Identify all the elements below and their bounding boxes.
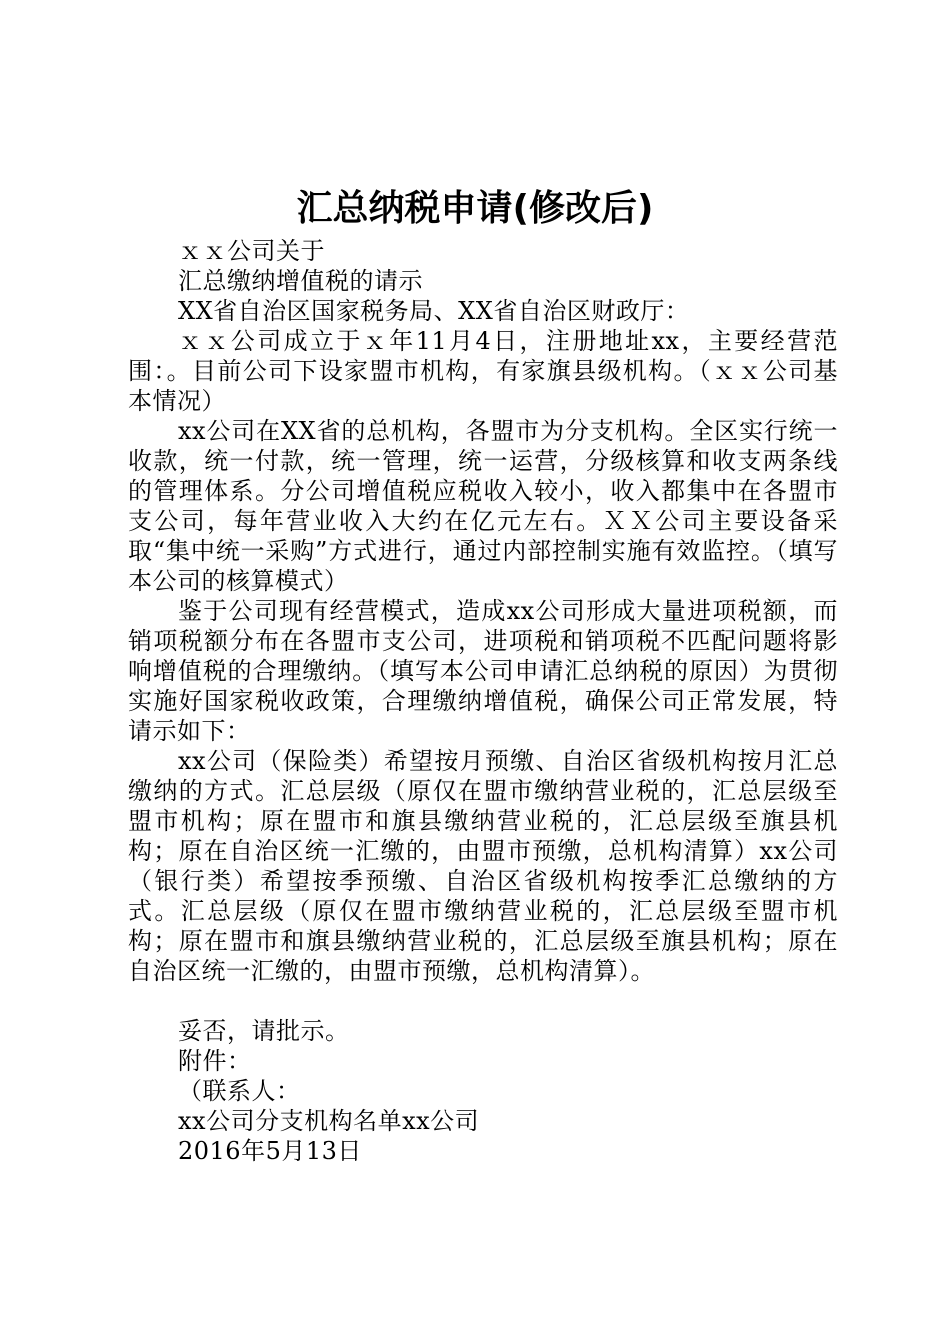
paragraph-company-info: ｘｘ公司成立于ｘ年11月4日，注册地址xx，主要经营范围：。目前公司下设家盟市机构，有家旗县级机构。（ｘｘ公司基本情况） — [128, 327, 838, 415]
heading-line-subject: 汇总缴纳增值税的请示 — [178, 267, 423, 295]
paragraph-request: xx公司（保险类）希望按月预缴、自治区省级机构按月汇总缴纳的方式。汇总层级（原仅在盟市缴纳营业税的，汇总层级至盟市机构；原在盟市和旗县缴纳营业税的，汇总层级至旗县机构；原在自治区统一汇缴的，由盟市预缴，总机构清算）xx公司（银行类）希望按季预缴、自治区省级机构按季汇总缴纳的方式。汇总层级（原仅在盟市缴纳营业税的，汇总层级至盟市机构；原在盟市和旗县缴纳营业税的，汇总层级至旗县机构；原在自治区统一汇缴的，由盟市预缴，总机构清算）。 — [128, 747, 838, 985]
addressee: XX省自治区国家税务局、XX省自治区财政厅： — [178, 297, 690, 325]
closing-line: 妥否，请批示。 — [178, 1017, 350, 1045]
paragraph-accounting-mode: xx公司在XX省的总机构，各盟市为分支机构。全区实行统一收款，统一付款，统一管理，统一运营，分级核算和收支两条线的管理体系。分公司增值税应税收入较小，收入都集中在各盟市支公司，每年营业收入大约在亿元左右。ＸＸ公司主要设备采取“集中统一采购”方式进行，通过内部控制实施有效监控。（填写本公司的核算模式） — [128, 417, 838, 595]
blank-line — [128, 986, 838, 1016]
document-body — [128, 236, 838, 1166]
document-title: 汇总纳税申请(修改后) — [296, 188, 654, 229]
heading-line-company: ｘｘ公司关于 — [178, 237, 325, 265]
contact-label: （联系人： — [178, 1077, 301, 1105]
paragraph-reason: 鉴于公司现有经营模式，造成xx公司形成大量进项税额，而销项税额分布在各盟市支公司，进项税和销项税不匹配问题将影响增值税的合理缴纳。（填写本公司申请汇总纳税的原因）为贯彻实施好国家税收政策，合理缴纳增值税，确保公司正常发展，特请示如下： — [128, 597, 838, 745]
date-line: 2016年5月13日 — [178, 1137, 362, 1165]
attachment-label: 附件： — [178, 1047, 252, 1075]
signature-line: xx公司分支机构名单xx公司 — [178, 1107, 480, 1135]
